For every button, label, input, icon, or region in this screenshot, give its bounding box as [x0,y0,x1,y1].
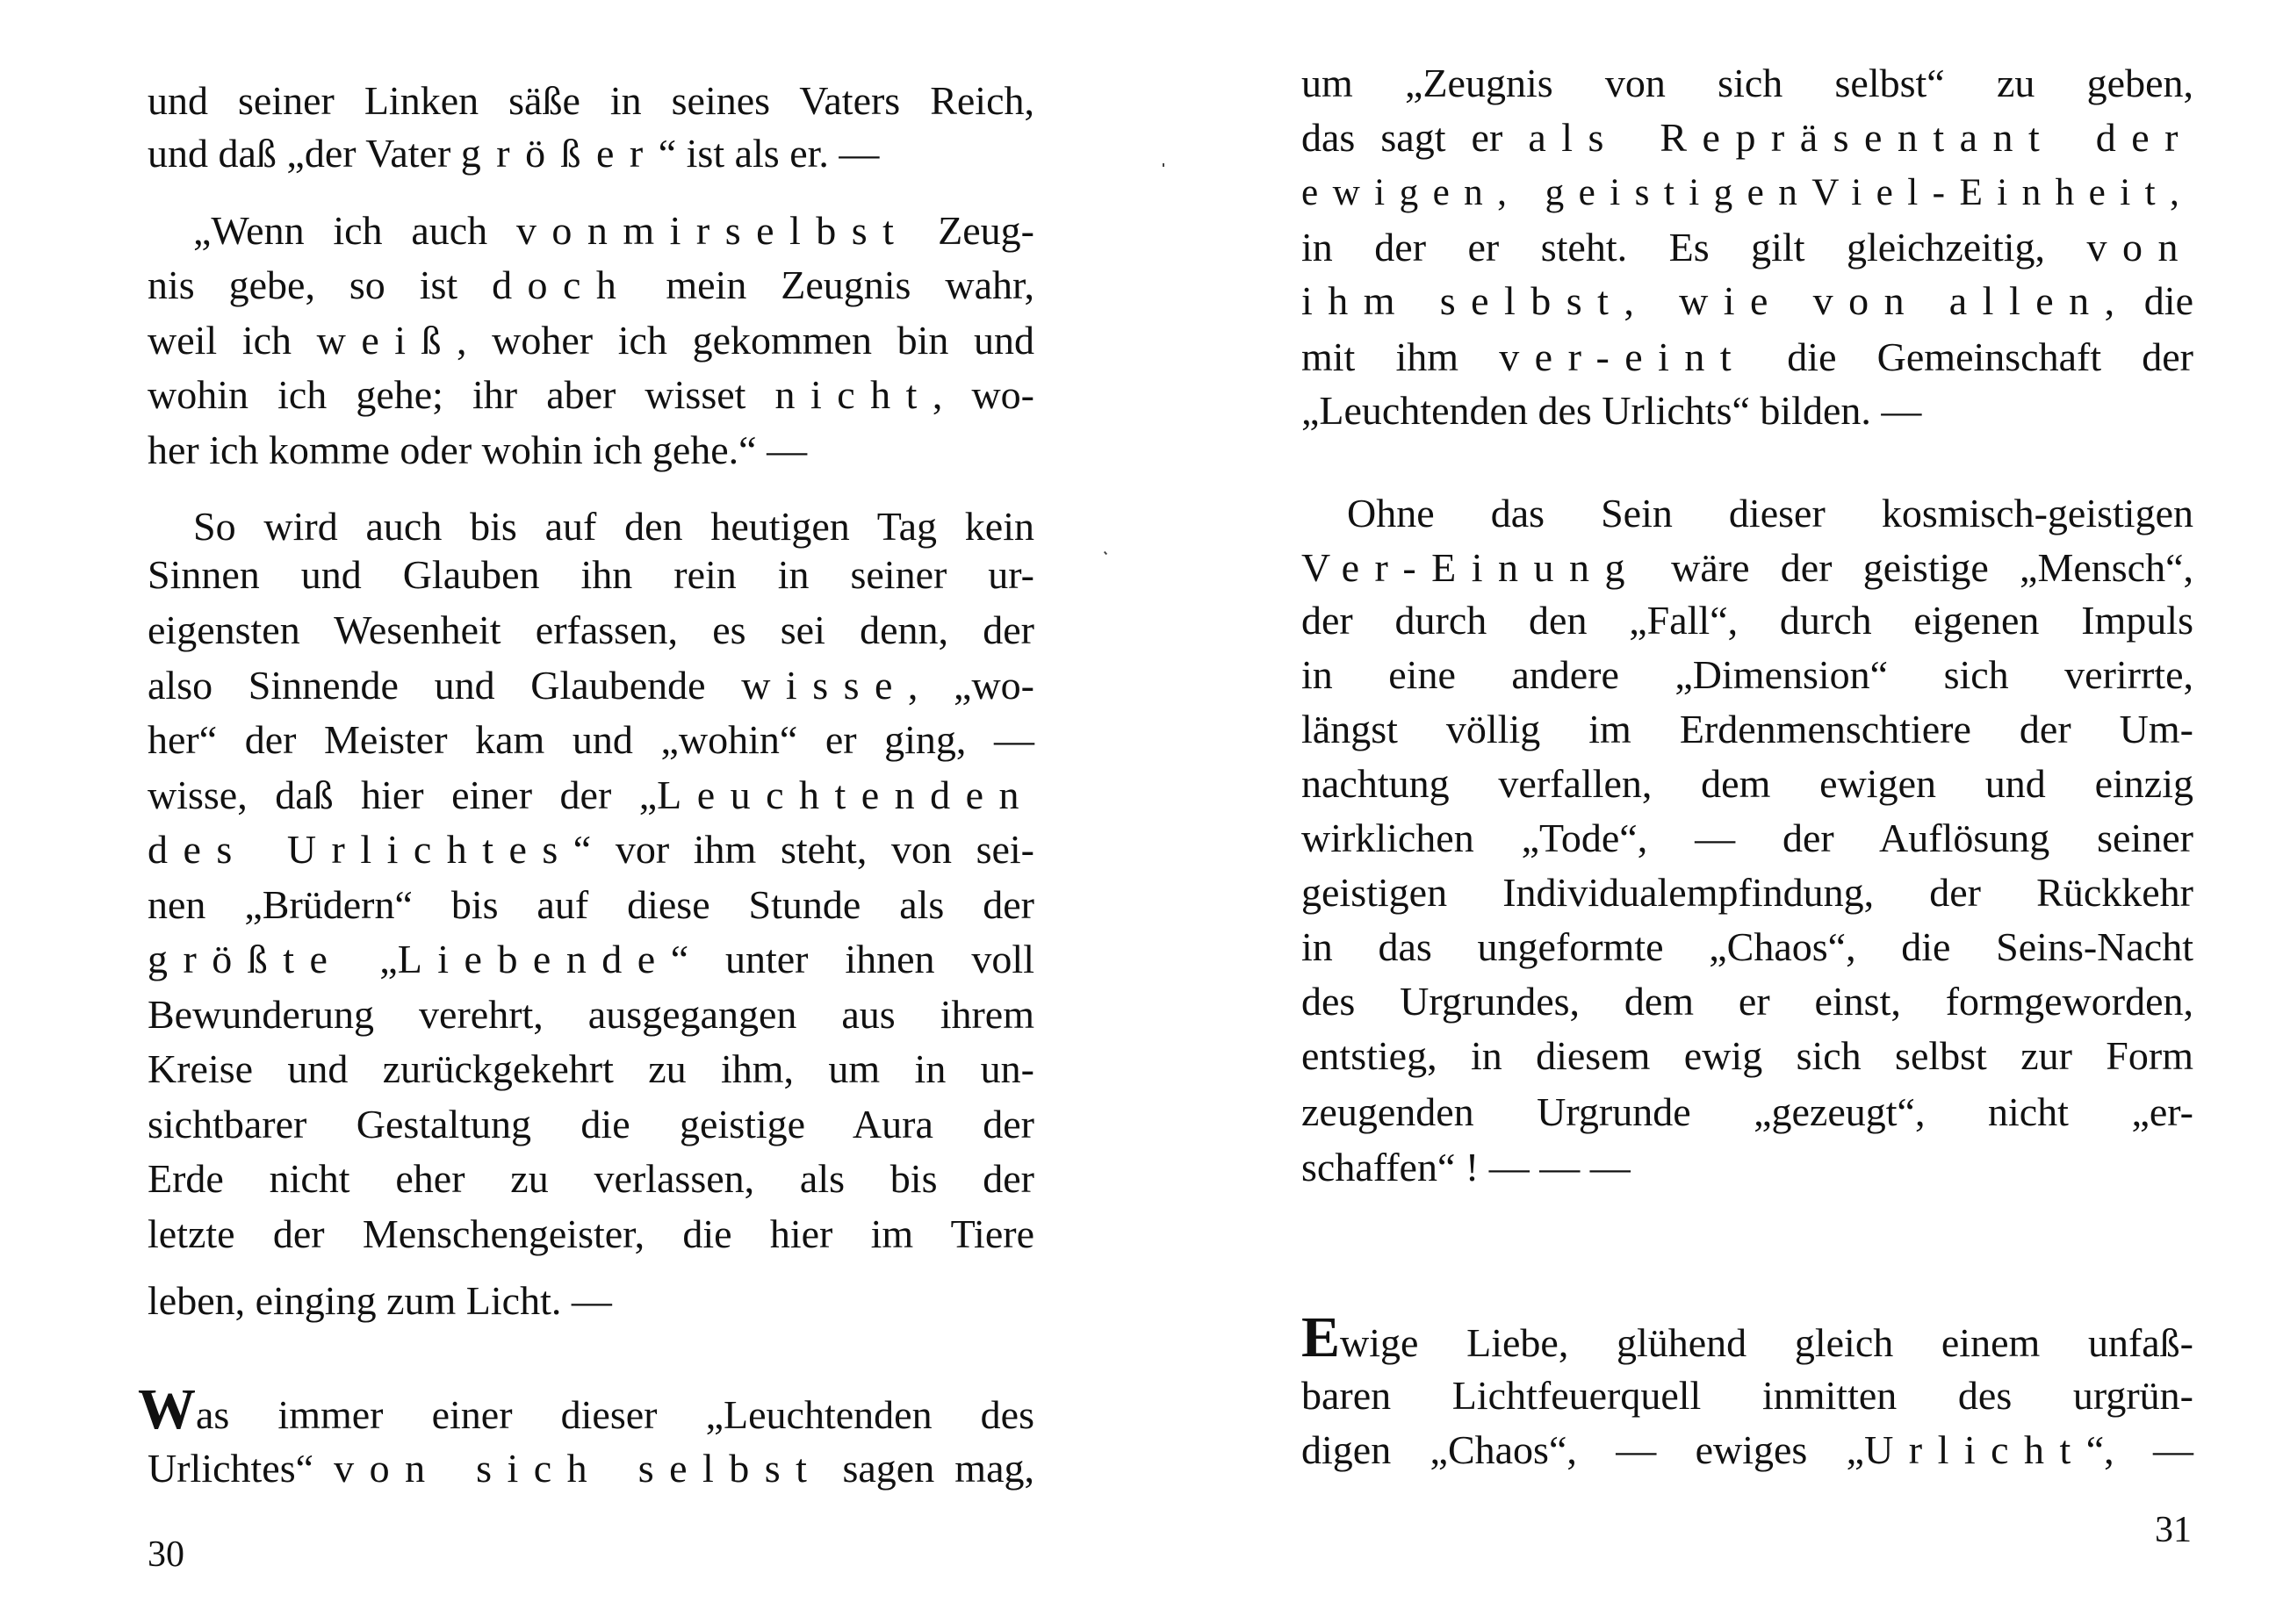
text-segment: Urlichtes“ [148,1446,335,1491]
text-line [1301,866,2193,920]
text-line [1301,757,2193,811]
text-line [148,423,1034,478]
text-line [148,1042,1034,1096]
text-line [1301,1369,2193,1423]
spaced-emphasis-text: ver-eint [1499,334,1747,379]
text-line [148,603,1034,658]
text-segment: So wird auch bis auf den heutigen Tag kein [193,504,1034,549]
page-number-left: 30 [148,1534,184,1575]
text-segment: die Gemeinschaft der [1746,334,2193,379]
text-segment: in das ungeformte „Chaos“, die Seins-Nacht [1301,924,2193,969]
text-segment: her“ der Meister kam und „wohin“ er ging, — [148,717,1034,762]
text-line [1301,920,2193,974]
text-segment: , woher ich gekommen bin und [457,318,1035,363]
text-segment: die [2129,278,2193,323]
text-segment: nis gebe, so ist [148,262,493,307]
text-line [1301,702,2193,757]
text-line [1301,811,2193,866]
text-segment: „Wenn ich auch [193,208,516,253]
text-segment: geistigen Individualempfindung, der Rückkehr [1301,870,2193,915]
text-line [1301,56,2193,111]
text-segment: “ unter ihnen voll [670,937,1034,981]
text-line [148,768,1034,823]
text-segment: , „wo- [907,663,1034,708]
text-segment: „Leuchtenden des Urlichts“ bilden. — [1301,388,1922,433]
text-line [1301,111,2193,165]
spaced-emphasis-text: Urlicht [1864,1427,2086,1472]
text-segment: letzte der Menschengeister, die hier im Tiere [148,1211,1034,1256]
text-line [148,126,1034,181]
text-segment: wäre der geistige „Mensch“, [1639,545,2193,590]
text-line [1301,1423,2193,1477]
text-segment: Erde nicht eher zu verlassen, als bis der [148,1156,1034,1201]
text-line [148,313,1034,368]
text-line [1301,1305,2193,1370]
text-line [148,1207,1034,1261]
text-line [138,1377,1034,1442]
spaced-emphasis-text: doch [492,262,632,307]
text-segment: weil ich [148,318,317,363]
text-segment: wige Liebe, glühend gleich einem unfaß- [1340,1320,2193,1365]
spaced-emphasis-text: von [2086,225,2193,269]
text-line [1301,974,2193,1029]
spaced-emphasis-text: weiß [316,318,457,363]
text-line [148,932,1034,987]
text-line [1301,486,2193,541]
text-segment: Kreise und zurückgekehrt zu ihm, um in un- [148,1046,1034,1091]
text-line [148,548,1034,602]
text-line [1301,541,2193,595]
text-line [1301,384,2193,438]
text-line [1301,1140,2193,1195]
text-segment: wohin ich gehe; ihr aber wisset [148,372,775,417]
text-segment: “, — [2085,1427,2193,1472]
text-segment: nen „Brüdern“ bis auf diese Stunde als der [148,882,1034,927]
spaced-emphasis-text: Leuchtenden [657,772,1034,817]
spaced-emphasis-text: als Repräsentant der [1528,115,2193,160]
text-line [148,499,1034,554]
text-segment: nachtung verfallen, dem ewigen und einzig [1301,761,2193,806]
text-line [1301,220,2193,275]
text-segment: leben, einging zum Licht. — [148,1278,612,1323]
text-segment: mit ihm [1301,334,1500,379]
text-segment: der durch den „Fall“, durch eigenen Impuls [1301,598,2193,643]
text-segment: „ [342,937,398,981]
text-segment: und seiner Linken säße in seines Vaters Reich, [148,78,1034,123]
text-line [148,713,1034,767]
text-line [148,1097,1034,1152]
text-line [1301,330,2193,384]
text-segment: sichtbarer Gestaltung die geistige Aura der [148,1102,1034,1146]
drop-cap: E [1301,1305,1341,1369]
text-segment: entstieg, in diesem ewig sich selbst zur Form [1301,1033,2193,1078]
text-segment: “ vor ihm steht, von sei- [573,827,1034,872]
spaced-emphasis-text: ihm selbst, wie von allen, [1301,278,2130,323]
text-segment: as immer einer dieser „Leuchtenden des [196,1392,1034,1437]
text-line [148,368,1034,422]
spaced-emphasis-text: wisse [741,663,908,708]
spaced-emphasis-text: nicht [774,372,933,417]
text-line [1301,274,2193,328]
text-segment: , wo- [932,372,1035,417]
drop-cap: W [138,1377,196,1441]
text-line [148,1152,1034,1206]
spaced-emphasis-text: größer [460,131,659,176]
scan-speck [1163,163,1164,167]
text-line [148,258,1034,313]
right-page [1142,0,2283,1624]
text-segment: also Sinnende und Glaubende [148,663,742,708]
spaced-emphasis-text: größte [148,937,343,981]
text-segment: sagen mag, [822,1446,1034,1491]
text-segment: Bewunderung verehrt, ausgegangen aus ihrem [148,992,1034,1037]
text-line [148,74,1034,128]
text-segment: schaffen“ ! — — — [1301,1145,1631,1189]
spaced-emphasis-text: vonmirselbst [515,208,910,253]
text-line [148,204,1034,258]
text-segment: baren Lichtfeuerquell inmitten des urgrün- [1301,1373,2193,1418]
spaced-emphasis-text: des Urlichtes [148,827,573,872]
text-line [148,1441,1034,1496]
text-line [148,988,1034,1042]
text-line [1301,1029,2193,1083]
text-segment: zeugenden Urgrunde „gezeugt“, nicht „er- [1301,1089,2193,1134]
text-segment: eigensten Wesenheit erfassen, es sei denn, der [148,607,1034,652]
text-segment: “ ist als er. — [658,131,880,176]
text-segment: um „Zeugnis von sich selbst“ zu geben, [1301,61,2193,105]
text-line [148,878,1034,932]
text-segment: Zeug- [909,208,1034,253]
text-segment: in eine andere „Dimension“ sich verirrte, [1301,652,2193,697]
text-segment: längst völlig im Erdenmenschtiere der Um- [1301,707,2193,751]
text-segment: wisse, daß hier einer der „ [148,772,658,817]
spaced-emphasis-text: Liebende [397,937,671,981]
text-segment: digen „Chaos“, — ewiges „ [1301,1427,1865,1472]
text-line [148,658,1034,713]
text-segment: des Urgrundes, dem er einst, formgeworden, [1301,979,2193,1024]
spaced-emphasis-text: ewigen, geistigenViel-Einheit, [1301,172,2194,213]
text-line [148,823,1034,877]
text-segment: Ohne das Sein dieser kosmisch-geistigen [1347,491,2193,535]
text-segment: her ich komme oder wohin ich gehe.“ — [148,428,808,472]
spaced-emphasis-text: Ver-Einung [1301,545,1640,590]
text-segment: in der er steht. Es gilt gleichzeitig, [1301,225,2087,269]
text-line [1301,166,2193,220]
text-segment: und daß „der Vater [148,131,461,176]
text-line [1301,648,2193,702]
spaced-emphasis-text: von sich selbst [334,1446,823,1491]
page-number-right: 31 [2155,1510,2192,1550]
text-line [1301,593,2193,648]
text-segment: das sagt er [1301,115,1529,160]
text-line [1301,1085,2193,1139]
text-line [148,1274,1034,1328]
text-segment: mein Zeugnis wahr, [631,262,1034,307]
text-segment: Sinnen und Glauben ihn rein in seiner ur- [148,552,1034,597]
text-segment: wirklichen „Tode“, — der Auflösung seiner [1301,816,2193,860]
